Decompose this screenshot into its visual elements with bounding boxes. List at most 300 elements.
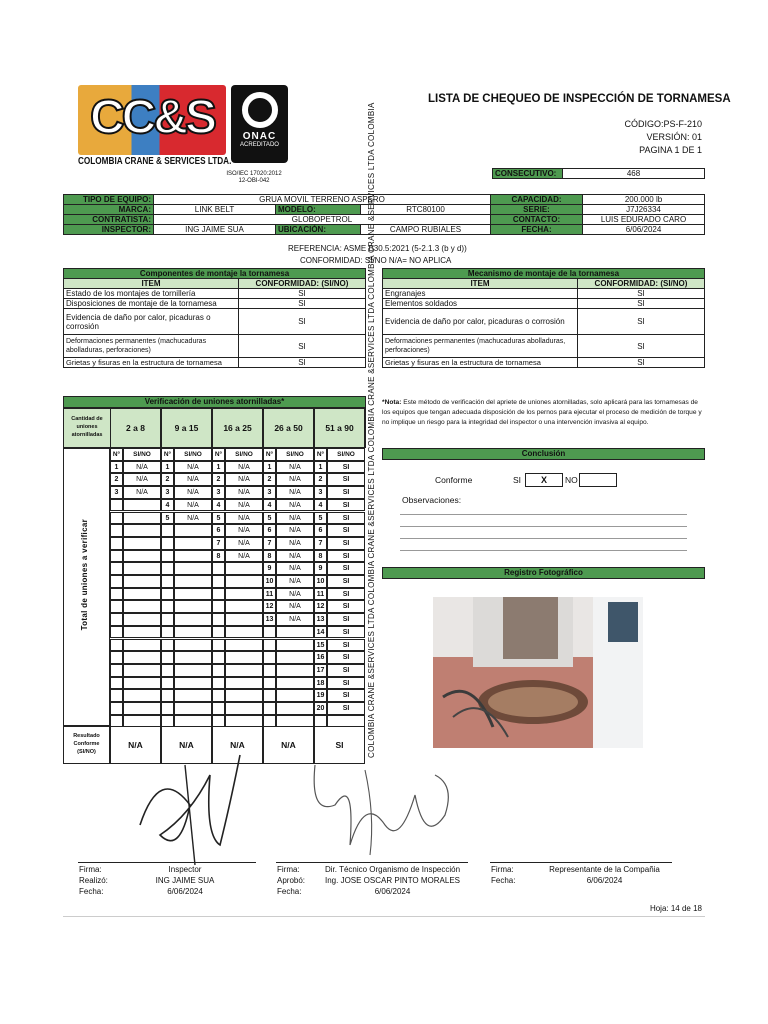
bolts-value-cell [225, 689, 263, 702]
bolts-value-cell: SI [327, 512, 365, 525]
bolts-n-cell: 7 [212, 537, 225, 550]
bolts-n-cell: 4 [161, 499, 174, 512]
contacto-value: LUIS EDURADO CARO [583, 215, 705, 225]
bolts-value-cell: SI [327, 575, 365, 588]
bolts-value-cell: SI [327, 588, 365, 601]
bolts-n-cell: 19 [314, 689, 327, 702]
components-table [63, 268, 366, 368]
bolts-value-cell [225, 664, 263, 677]
bolts-result-cell: SI [314, 726, 365, 764]
bolts-n-cell [263, 689, 276, 702]
bolts-value-cell [174, 613, 212, 626]
bolts-n-cell [212, 626, 225, 639]
mechanism-row-item: Engranajes [383, 289, 578, 299]
bolts-value-cell [225, 575, 263, 588]
conclusion-no-label: NO [565, 475, 578, 485]
bolts-n-cell: 4 [314, 499, 327, 512]
sig2-role-label: Aprobó: [277, 876, 306, 885]
bolts-n-cell: 10 [263, 575, 276, 588]
bolts-value-cell [123, 664, 161, 677]
bolts-n-cell: 12 [263, 600, 276, 613]
bolts-value-cell: N/A [276, 499, 314, 512]
bolts-value-cell [123, 575, 161, 588]
conformidad-legend: CONFORMIDAD: SI/NO N/A= NO APLICA [300, 256, 452, 265]
version: VERSIÓN: 01 [646, 132, 702, 142]
bolts-n-cell: 11 [263, 588, 276, 601]
bolts-n-header: N° [110, 448, 123, 461]
fecha-value: 6/06/2024 [583, 225, 705, 235]
inspector-signature [130, 745, 260, 875]
bolts-n-cell [263, 651, 276, 664]
bolts-n-cell: 3 [314, 486, 327, 499]
bolts-n-cell: 2 [263, 473, 276, 486]
bolts-result-cell: N/A [110, 726, 161, 764]
mechanism-col-item: ITEM [383, 279, 578, 289]
bolts-value-cell [123, 562, 161, 575]
bolts-n-cell [212, 664, 225, 677]
bolts-n-cell [161, 639, 174, 652]
bolts-n-cell [110, 499, 123, 512]
bolts-n-cell: 6 [212, 524, 225, 537]
bolts-n-cell: 4 [263, 499, 276, 512]
serie-value: J7J26334 [583, 205, 705, 215]
components-row-value: SI [239, 358, 366, 368]
bolts-n-cell [212, 600, 225, 613]
bolts-n-cell: 3 [161, 486, 174, 499]
sig3-values [532, 864, 677, 886]
bolts-n-cell: 18 [314, 677, 327, 690]
bolts-value-cell [174, 626, 212, 639]
mechanism-row-item: Evidencia de daño por calor, picaduras o corrosión [383, 309, 578, 335]
consecutivo-table [492, 168, 705, 179]
contratista-label: CONTRATISTA: [64, 215, 154, 225]
bolts-n-cell: 2 [161, 473, 174, 486]
conclusion-no-checkbox[interactable] [579, 473, 617, 487]
vertical-watermark: COLOMBIA CRANE &SERVICES LTDA COLOMBIA CRANE &SERVICES LTDA COLOMBIA CRANE &SERVICES LTDA COLOMBIA CRANE &SERVICES LTDA COLOMBIA [367, 102, 376, 758]
bolts-value-cell [174, 562, 212, 575]
bolts-value-cell [123, 512, 161, 525]
bolts-sino-header: SI/NO [123, 448, 161, 461]
bolts-value-cell: N/A [225, 486, 263, 499]
bolts-n-cell: 14 [314, 626, 327, 639]
bolts-value-cell [174, 600, 212, 613]
mechanism-row-value: SI [578, 335, 705, 358]
bolts-n-cell: 10 [314, 575, 327, 588]
bolts-value-cell [174, 664, 212, 677]
director-signature [305, 755, 465, 865]
contacto-label: CONTACTO: [491, 215, 583, 225]
bolts-n-cell [110, 588, 123, 601]
mechanism-row-value: SI [578, 299, 705, 309]
bolts-n-cell [161, 664, 174, 677]
bolts-value-cell [174, 677, 212, 690]
conclusion-conforme: Conforme [435, 475, 473, 485]
bolts-value-cell: SI [327, 689, 365, 702]
bolts-n-cell: 7 [263, 537, 276, 550]
sig1-firma-value: Inspector [168, 865, 202, 874]
fecha-label: FECHA: [491, 225, 583, 235]
sig2-fecha-label: Fecha: [277, 887, 302, 896]
bolts-n-cell: 2 [212, 473, 225, 486]
components-row-value: SI [239, 299, 366, 309]
bolts-qty-label: Cantidad de uniones atornilladas [64, 409, 111, 447]
bolts-n-cell: 4 [212, 499, 225, 512]
sig1-values [130, 864, 240, 897]
bolts-value-cell [174, 588, 212, 601]
mechanism-col-conf: CONFORMIDAD: (SI/NO) [578, 279, 705, 289]
observaciones-line[interactable] [400, 550, 687, 551]
components-title: Componentes de montaje la tornamesa [64, 269, 366, 279]
sig2-firma-label: Firma: [277, 865, 300, 874]
components-row-item: Deformaciones permanentes (machucaduras abolladuras, perforaciones) [64, 335, 239, 358]
bolts-n-cell [161, 677, 174, 690]
modelo-value: RTC80100 [361, 205, 491, 215]
bolts-value-cell: N/A [276, 486, 314, 499]
bolts-value-cell [123, 537, 161, 550]
components-row-value: SI [239, 309, 366, 335]
bolts-value-cell: N/A [174, 486, 212, 499]
onac-logo [231, 85, 288, 163]
bolts-result-label: Resultado Conforme (SI/NO) [63, 726, 110, 764]
bolts-n-cell: 1 [161, 461, 174, 474]
bolts-value-cell [276, 677, 314, 690]
bolts-value-cell [276, 639, 314, 652]
bolts-n-cell [212, 677, 225, 690]
bolts-value-cell: SI [327, 486, 365, 499]
mechanism-row-value: SI [578, 358, 705, 368]
observaciones-line[interactable] [400, 514, 687, 515]
components-col-conf: CONFORMIDAD: (SI/NO) [239, 279, 366, 289]
bolts-value-cell [123, 702, 161, 715]
bolts-n-cell [110, 689, 123, 702]
bolts-n-cell [212, 689, 225, 702]
bolts-title: Verificación de uniones atornilladas* [63, 396, 366, 408]
components-row-value: SI [239, 289, 366, 299]
bolts-value-cell: N/A [225, 499, 263, 512]
referencia: REFERENCIA: ASME B30.5:2021 (5-2.1.3 (b y d)) [288, 244, 467, 253]
bolts-value-cell [276, 626, 314, 639]
sig-line-2 [276, 862, 468, 863]
bolts-n-cell: 6 [263, 524, 276, 537]
bolts-value-cell [174, 575, 212, 588]
onac-sub: ACREDITADO [240, 142, 279, 148]
bolts-n-cell: 13 [314, 613, 327, 626]
sig1-fecha-label: Fecha: [79, 887, 104, 896]
bolts-n-cell: 9 [314, 562, 327, 575]
bolts-value-cell: N/A [276, 537, 314, 550]
components-row-item: Grietas y fisuras en la estructura de tornamesa [64, 358, 239, 368]
bolts-value-cell [174, 702, 212, 715]
sig1-labels [79, 864, 108, 897]
bolts-n-cell: 2 [314, 473, 327, 486]
bolts-value-cell [123, 524, 161, 537]
bolts-n-cell: 15 [314, 639, 327, 652]
bolts-value-cell: N/A [276, 600, 314, 613]
bolts-value-cell: N/A [225, 473, 263, 486]
bolts-n-cell [263, 702, 276, 715]
consecutivo-value: 468 [563, 169, 705, 179]
bolts-n-cell [161, 613, 174, 626]
bolts-n-cell: 9 [263, 562, 276, 575]
bolts-value-cell: N/A [123, 486, 161, 499]
marca-value: LINK BELT [154, 205, 276, 215]
bolts-n-header: N° [314, 448, 327, 461]
bolts-n-cell [110, 562, 123, 575]
tipo-label: TIPO DE EQUIPO: [64, 195, 154, 205]
bolts-n-cell [212, 588, 225, 601]
codigo: CÓDIGO:PS-F-210 [624, 119, 702, 129]
bolts-n-cell [110, 512, 123, 525]
bolts-value-cell [123, 639, 161, 652]
company-logo-text: CC&S [89, 91, 214, 144]
bolts-value-cell: SI [327, 702, 365, 715]
bolts-value-cell: SI [327, 562, 365, 575]
ubicacion-label: UBICACIÓN: [276, 225, 361, 235]
bolts-value-cell: N/A [225, 512, 263, 525]
bolts-n-cell [110, 613, 123, 626]
bolts-value-cell [174, 524, 212, 537]
components-row-value: SI [239, 335, 366, 358]
bolts-sino-header: SI/NO [174, 448, 212, 461]
bolts-n-cell [110, 626, 123, 639]
sig-line-3 [490, 862, 672, 863]
sig3-firma-value: Representante de la Compañia [549, 865, 660, 874]
bolts-value-cell [174, 689, 212, 702]
bolts-n-cell: 3 [110, 486, 123, 499]
consecutivo-label: CONSECUTIVO: [493, 169, 563, 179]
bolts-n-cell: 8 [263, 550, 276, 563]
marca-label: MARCA: [64, 205, 154, 215]
bolts-n-cell [212, 639, 225, 652]
ubicacion-value: CAMPO RUBIALES [361, 225, 491, 235]
bolts-result-cell: N/A [212, 726, 263, 764]
bolts-n-cell [161, 562, 174, 575]
bolts-n-cell [161, 524, 174, 537]
sig-line-1 [78, 862, 256, 863]
conclusion-si-checkbox[interactable]: X [525, 473, 563, 487]
bolts-n-cell [161, 550, 174, 563]
sig1-date: 6/06/2024 [167, 887, 203, 896]
note-text: Este método de verificación del apriete de uniones atornilladas, solo aplicará para las tornamesas de los equipos que tengan adecuada disposición de los pernos para ejecutar el proceso de medición de torque y no implique un riesgo para la integridad del inspector o una intervención invasiva al equipo. [382, 399, 702, 426]
footer-divider [63, 916, 705, 917]
sig2-labels [277, 864, 305, 897]
pagina: PAGINA 1 DE 1 [639, 145, 702, 155]
bolts-value-cell [225, 588, 263, 601]
bolts-value-cell [225, 562, 263, 575]
bolts-value-cell: N/A [174, 512, 212, 525]
bolts-value-cell: N/A [123, 473, 161, 486]
bolts-n-cell [110, 651, 123, 664]
bolts-sino-header: SI/NO [276, 448, 314, 461]
bolts-n-cell [263, 664, 276, 677]
bolts-value-cell [174, 651, 212, 664]
mechanism-table [382, 268, 705, 368]
capacidad-label: CAPACIDAD: [491, 195, 583, 205]
bolts-n-cell: 1 [263, 461, 276, 474]
bolts-value-cell [123, 689, 161, 702]
mechanism-row-value: SI [578, 309, 705, 335]
bolts-n-cell [110, 537, 123, 550]
bolts-n-cell: 3 [212, 486, 225, 499]
bolts-value-cell: SI [327, 550, 365, 563]
bolts-n-cell [263, 677, 276, 690]
bolts-n-cell: 1 [212, 461, 225, 474]
bolts-value-cell: SI [327, 626, 365, 639]
bolts-value-cell [276, 702, 314, 715]
bolts-value-cell: SI [327, 651, 365, 664]
bolts-value-cell [225, 702, 263, 715]
bolts-n-cell: 7 [314, 537, 327, 550]
sig2-date: 6/06/2024 [374, 887, 411, 896]
bolts-n-cell: 13 [263, 613, 276, 626]
bolts-n-cell [110, 664, 123, 677]
bolts-n-cell [212, 613, 225, 626]
company-name: COLOMBIA CRANE & SERVICES LTDA. [78, 156, 232, 167]
conclusion-si-label: SI [513, 475, 522, 485]
bolts-value-cell: N/A [174, 473, 212, 486]
bolts-value-cell [123, 588, 161, 601]
bolts-value-cell [225, 677, 263, 690]
document-codes [624, 118, 702, 157]
sig2-firma-value: Dir. Técnico Organismo de Inspección [324, 865, 461, 874]
bolts-n-cell [161, 702, 174, 715]
bolts-result-cell: N/A [263, 726, 314, 764]
bolts-value-cell [123, 550, 161, 563]
inspector-value: ING JAIME SUA [154, 225, 276, 235]
bolts-sino-header: SI/NO [327, 448, 365, 461]
bolts-n-cell: 16 [314, 651, 327, 664]
onac-circle-icon [242, 92, 278, 128]
bolts-value-cell: SI [327, 537, 365, 550]
bolts-n-cell [263, 626, 276, 639]
bolts-n-cell: 20 [314, 702, 327, 715]
capacidad-value: 200.000 lb [583, 195, 705, 205]
bolts-value-cell [123, 613, 161, 626]
bolts-group-header: 16 a 25 [212, 408, 263, 448]
bolts-n-cell: 5 [212, 512, 225, 525]
bolts-value-cell [276, 651, 314, 664]
sig3-role-label: Fecha: [491, 876, 516, 885]
bolts-n-cell: 1 [314, 461, 327, 474]
bolts-value-cell: N/A [174, 461, 212, 474]
bolts-value-cell: N/A [276, 473, 314, 486]
mechanism-row-item: Grietas y fisuras en la estructura de tornamesa [383, 358, 578, 368]
bolts-value-cell [123, 499, 161, 512]
contratista-value: GLOBOPETROL [154, 215, 491, 225]
components-col-item: ITEM [64, 279, 239, 289]
bolts-n-cell [110, 524, 123, 537]
mechanism-row-item: Elementos soldados [383, 299, 578, 309]
mechanism-title: Mecanismo de montaje de la tornamesa [383, 269, 705, 279]
sig3-firma-label: Firma: [491, 865, 514, 874]
photo-title: Registro Fotográfico [382, 567, 705, 579]
sig2-values [310, 864, 475, 897]
bolts-group-header: 9 a 15 [161, 408, 212, 448]
bolts-value-cell [123, 626, 161, 639]
bolts-value-cell: N/A [276, 524, 314, 537]
bolts-value-cell [123, 677, 161, 690]
bolts-value-cell: SI [327, 639, 365, 652]
bolts-value-cell [174, 537, 212, 550]
bolts-n-cell: 12 [314, 600, 327, 613]
components-row-item: Estado de los montajes de tornillería [64, 289, 239, 299]
sig3-labels [491, 864, 515, 886]
sig1-firma-label: Firma: [79, 865, 102, 874]
bolts-group-header: 26 a 50 [263, 408, 314, 448]
bolts-value-cell: SI [327, 600, 365, 613]
mechanism-row-value: SI [578, 289, 705, 299]
bolts-value-cell [225, 613, 263, 626]
sig1-role-label: Realizó: [79, 876, 108, 885]
bolts-value-cell [276, 689, 314, 702]
bolts-value-cell: N/A [276, 613, 314, 626]
bolts-n-cell [161, 575, 174, 588]
observaciones-line[interactable] [400, 526, 687, 527]
bolts-n-cell [212, 575, 225, 588]
bolts-value-cell: N/A [123, 461, 161, 474]
bolts-value-cell: N/A [276, 550, 314, 563]
sig1-name: ING JAIME SUA [155, 876, 215, 885]
bolts-n-cell: 11 [314, 588, 327, 601]
note-label: *Nota: [382, 399, 402, 406]
bolts-n-header: N° [161, 448, 174, 461]
bolts-value-cell [174, 550, 212, 563]
iso-line-2: 12-OBI-042 [238, 178, 270, 184]
bolts-n-cell [161, 651, 174, 664]
bolts-value-cell [225, 600, 263, 613]
observaciones-line[interactable] [400, 538, 687, 539]
bolts-n-header: N° [263, 448, 276, 461]
bolts-value-cell: N/A [174, 499, 212, 512]
components-row-item: Evidencia de daño por calor, picaduras o corrosión [64, 309, 239, 335]
bolts-value-cell [174, 639, 212, 652]
bolts-value-cell [225, 651, 263, 664]
bolts-group-header: 51 a 90 [314, 408, 365, 448]
bolts-value-cell: SI [327, 677, 365, 690]
bolts-n-cell [263, 639, 276, 652]
modelo-label: MODELO: [276, 205, 361, 215]
bolts-n-cell: 5 [161, 512, 174, 525]
bolts-value-cell [276, 664, 314, 677]
bolts-n-cell: 3 [263, 486, 276, 499]
bolts-n-cell [212, 651, 225, 664]
bolts-n-cell: 8 [212, 550, 225, 563]
bolts-n-cell: 5 [263, 512, 276, 525]
bolts-value-cell: N/A [276, 588, 314, 601]
bolts-n-header: N° [212, 448, 225, 461]
bolts-n-cell [161, 626, 174, 639]
iso-accreditation [226, 171, 282, 185]
document-title: LISTA DE CHEQUEO DE INSPECCIÓN DE TORNAMESA [428, 93, 731, 105]
bolts-value-cell: SI [327, 461, 365, 474]
mechanism-row-item: Deformaciones permanentes (machucaduras abolladuras, perforaciones) [383, 335, 578, 358]
bolts-n-cell [110, 677, 123, 690]
bolts-value-cell: SI [327, 473, 365, 486]
bolts-value-cell: N/A [276, 575, 314, 588]
bolts-n-cell: 2 [110, 473, 123, 486]
bolts-n-cell [110, 639, 123, 652]
bolts-n-cell [161, 689, 174, 702]
bolts-n-cell: 1 [110, 461, 123, 474]
bolts-result-cell: N/A [161, 726, 212, 764]
bolts-value-cell: N/A [276, 461, 314, 474]
components-row-item: Disposiciones de montaje de la tornamesa [64, 299, 239, 309]
tipo-value: GRUA MOVIL TERRENO ASPERO [154, 195, 491, 205]
bolts-n-cell [110, 600, 123, 613]
sig2-name: Ing. JOSE OSCAR PINTO MORALES [325, 876, 460, 885]
inspection-photo [433, 597, 643, 748]
bolts-n-cell: 6 [314, 524, 327, 537]
